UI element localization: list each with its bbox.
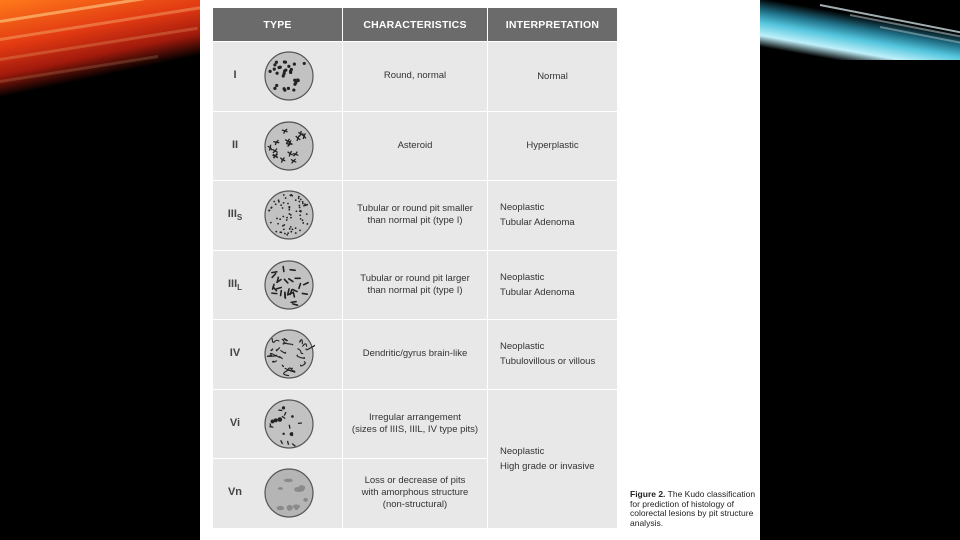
characteristics-line: Tubular or round pit larger bbox=[360, 272, 470, 284]
characteristics-line: (non-structural) bbox=[382, 499, 448, 511]
interpretation-line: Neoplastic bbox=[500, 341, 545, 353]
kudo-classification-table bbox=[212, 7, 618, 529]
type-label bbox=[213, 417, 257, 431]
characteristics-line: Round, normal bbox=[383, 70, 447, 82]
characteristics-cell bbox=[343, 459, 488, 529]
decorative-corner-left bbox=[0, 0, 200, 115]
irregular-pit-pattern-icon bbox=[263, 398, 315, 450]
type-cell bbox=[213, 459, 343, 529]
tubular-pit-pattern-icon bbox=[263, 259, 315, 311]
characteristics-line: Loss or decrease of pits bbox=[364, 475, 466, 487]
characteristics-line: than normal pit (type I) bbox=[367, 284, 463, 296]
table-row bbox=[213, 250, 618, 320]
type-cell bbox=[213, 42, 343, 112]
interpretation-cell bbox=[488, 111, 618, 181]
header-type: TYPE bbox=[213, 8, 343, 42]
interpretation-line: Neoplastic bbox=[500, 271, 545, 283]
interpretation-cell bbox=[488, 250, 618, 320]
type-name: IV bbox=[229, 347, 241, 360]
characteristics-cell bbox=[343, 42, 488, 112]
type-cell bbox=[213, 111, 343, 181]
characteristics-cell bbox=[343, 320, 488, 390]
type-cell bbox=[213, 181, 343, 251]
type-name: III bbox=[227, 208, 237, 221]
interpretation-line: Tubular Adenoma bbox=[500, 286, 575, 298]
characteristics-line: than normal pit (type I) bbox=[367, 215, 463, 227]
characteristics-line: (sizes of IIIS, IIIL, IV type pits) bbox=[351, 423, 479, 435]
characteristics-cell bbox=[343, 389, 488, 459]
interpretation-line: Hyperplastic bbox=[526, 140, 579, 152]
table-row bbox=[213, 111, 618, 181]
type-cell bbox=[213, 320, 343, 390]
characteristics-line: Tubular or round pit smaller bbox=[357, 203, 473, 215]
type-subscript: S bbox=[236, 213, 243, 223]
interpretation-cell bbox=[488, 181, 618, 251]
characteristics-cell bbox=[343, 181, 488, 251]
table-row bbox=[213, 389, 618, 459]
table-header-row bbox=[213, 8, 618, 42]
type-label bbox=[213, 486, 257, 500]
characteristics-line: Irregular arrangement bbox=[369, 411, 461, 423]
interpretation-line: Tubular Adenoma bbox=[500, 217, 575, 229]
caption-text: The Kudo classification for prediction of histology of colorectal lesions by pit structure analysis. bbox=[630, 489, 756, 528]
round-dots-pit-pattern-icon bbox=[263, 50, 315, 102]
type-name: Vi bbox=[229, 416, 241, 429]
type-name: I bbox=[233, 69, 237, 82]
gyrus-pit-pattern-icon bbox=[263, 328, 315, 380]
table-row bbox=[213, 320, 618, 390]
type-label bbox=[213, 208, 257, 222]
amorphous-pit-pattern-icon bbox=[263, 467, 315, 519]
type-label bbox=[213, 278, 257, 292]
type-name: III bbox=[227, 277, 238, 290]
interpretation-line: Normal bbox=[537, 70, 568, 82]
type-label bbox=[213, 69, 257, 83]
figure-caption bbox=[630, 490, 758, 528]
interpretation-line: Neoplastic bbox=[500, 202, 545, 214]
header-characteristics: CHARACTERISTICS bbox=[343, 8, 488, 42]
interpretation-cell bbox=[488, 320, 618, 390]
characteristics-line: with amorphous structure bbox=[361, 487, 469, 499]
type-name: Vn bbox=[227, 486, 243, 499]
characteristics-cell bbox=[343, 111, 488, 181]
type-label bbox=[213, 139, 257, 153]
type-cell bbox=[213, 250, 343, 320]
type-label bbox=[213, 347, 257, 361]
decorative-corner-right bbox=[760, 0, 960, 60]
interpretation-line: Neoplastic bbox=[500, 445, 545, 457]
table-row bbox=[213, 42, 618, 112]
characteristics-line: Asteroid bbox=[397, 139, 433, 151]
caption-label: Figure 2. bbox=[630, 489, 666, 499]
table-row bbox=[213, 181, 618, 251]
interpretation-cell bbox=[488, 42, 618, 112]
type-name: II bbox=[231, 138, 239, 151]
interpretation-line: Tubulovillous or villous bbox=[500, 356, 596, 368]
asteroid-pit-pattern-icon bbox=[263, 120, 315, 172]
interpretation-cell bbox=[488, 389, 618, 528]
small-dots-pit-pattern-icon bbox=[263, 189, 315, 241]
characteristics-line: Dendritic/gyrus brain-like bbox=[362, 348, 468, 360]
type-subscript: L bbox=[237, 282, 243, 292]
interpretation-line: High grade or invasive bbox=[500, 460, 595, 472]
header-interpretation: INTERPRETATION bbox=[488, 8, 618, 42]
characteristics-cell bbox=[343, 250, 488, 320]
type-cell bbox=[213, 389, 343, 459]
slide-content bbox=[200, 0, 760, 540]
